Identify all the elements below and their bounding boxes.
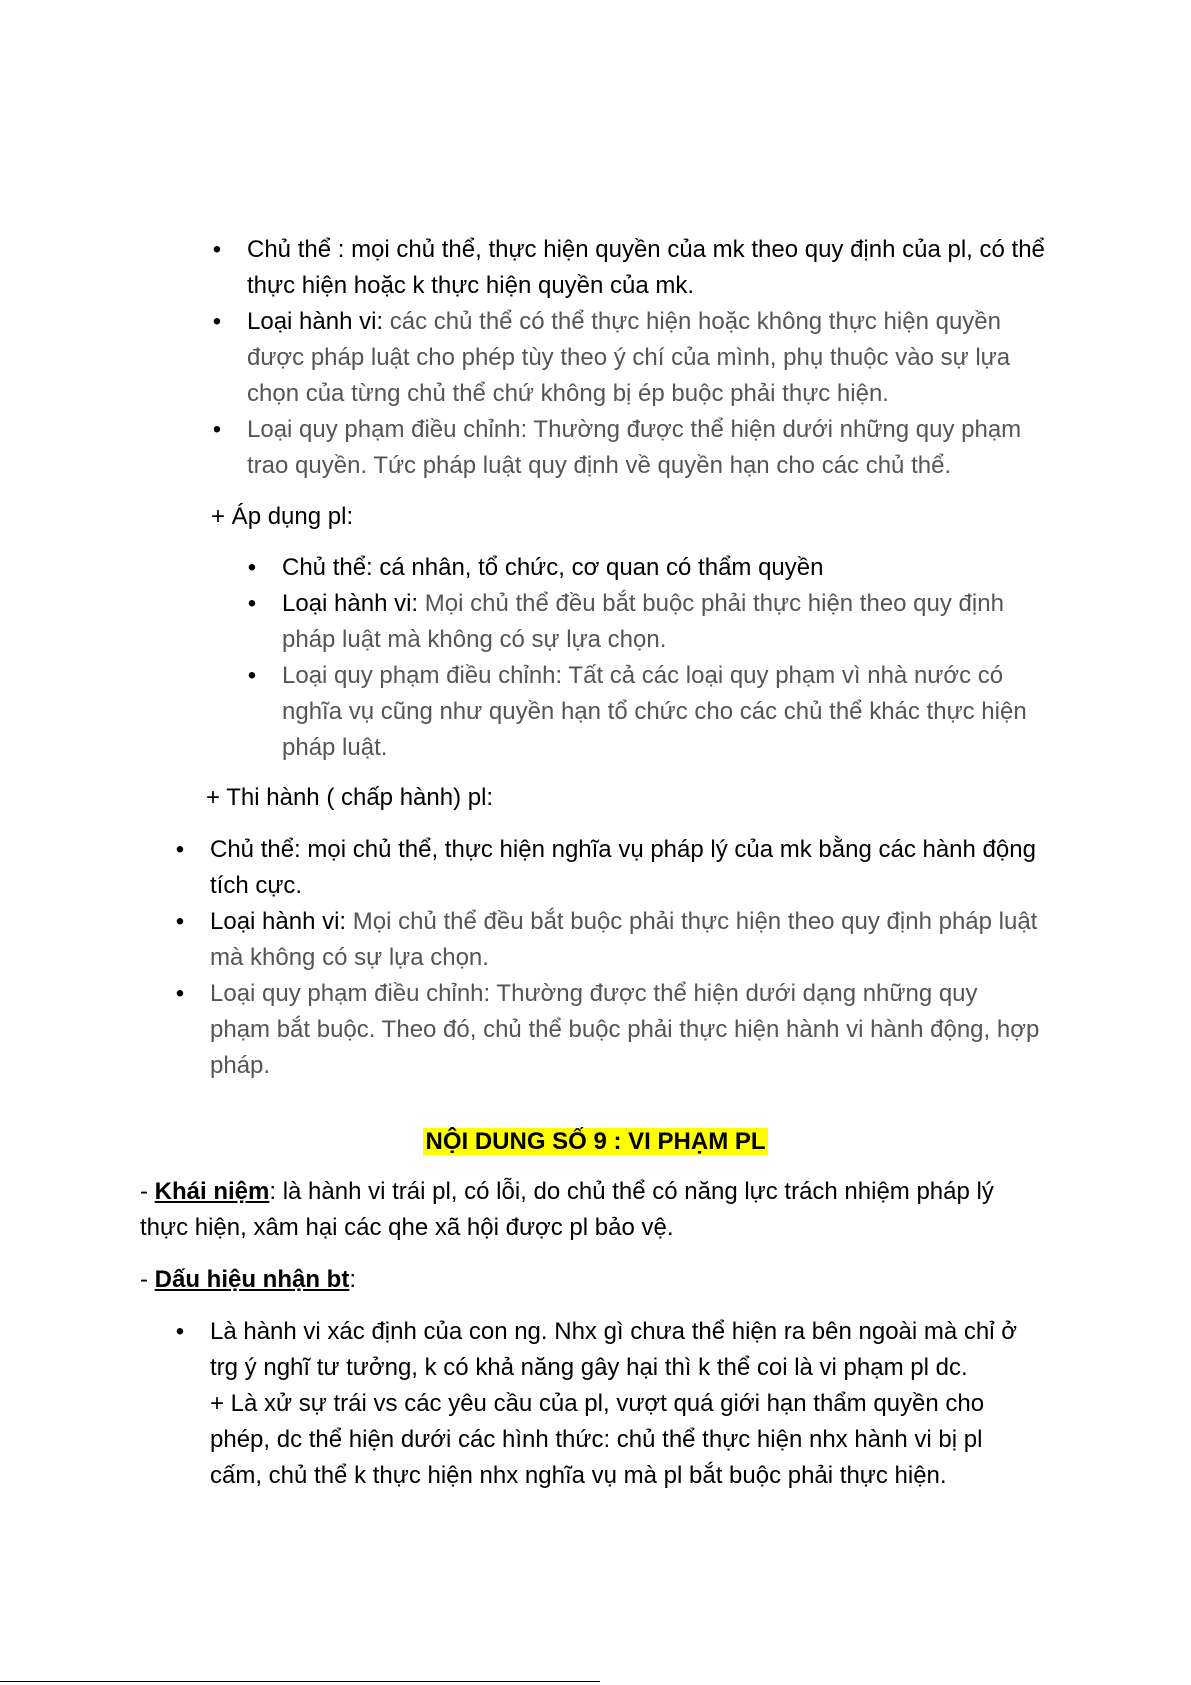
- list-item: [175, 832, 1040, 904]
- item-text: các chủ thể có thể thực hiện hoặc không thực hiện quyền được pháp luật cho phép tùy theo ý chí của mình, phụ thuộc vào sự lựa chọn của từng chủ thể chứ không bị ép buộc phải thực hiện.: [247, 308, 1011, 407]
- signs-list: [175, 1314, 1040, 1494]
- item-text: Loại quy phạm điều chỉnh: Tất cả các loại quy phạm vì nhà nước có nghĩa vụ cũng như quyền hạn tổ chức cho các chủ thể khác thực hiện pháp luật.: [282, 662, 1027, 761]
- signs-heading: [140, 1262, 1040, 1298]
- footer-rule: [0, 1681, 600, 1682]
- bullet-icon: •: [175, 836, 185, 863]
- section-title-text: NỘI DUNG SỐ 9 : VI PHẠM PL: [425, 1128, 766, 1155]
- item-label: Chủ thể : mọi chủ thể, thực hiện quyền của mk theo quy định của pl, có thể thực hiện hoặc k thực hiện quyền của mk.: [247, 236, 1045, 299]
- apply-list: [247, 550, 1062, 766]
- list-item: [175, 976, 1040, 1084]
- item-text: Loại quy phạm điều chỉnh: Thường được thể hiện dưới những quy phạm trao quyền. Tức pháp luật quy định về quyền hạn cho các chủ thể.: [247, 416, 1022, 479]
- dash-prefix: -: [140, 1178, 155, 1205]
- bullet-icon: •: [247, 662, 257, 689]
- list-item: [247, 586, 1062, 658]
- bullet-icon: •: [247, 554, 257, 581]
- list-item: [212, 304, 1047, 412]
- section-title: [0, 1124, 1191, 1160]
- list-item: [212, 232, 1047, 304]
- item-label: Loại hành vi:: [282, 590, 425, 617]
- item-text: Mọi chủ thể đều bắt buộc phải thực hiện theo quy định pháp luật mà không có sự lựa chọn.: [210, 908, 1038, 971]
- list-item: [175, 1314, 1040, 1494]
- apply-heading: + Áp dụng pl:: [211, 503, 354, 530]
- item-text: Mọi chủ thể đều bắt buộc phải thực hiện theo quy định pháp luật mà không có sự lựa chọn.: [282, 590, 1004, 653]
- item-label: Chủ thể: mọi chủ thể, thực hiện nghĩa vụ pháp lý của mk bằng các hành động tích cực.: [210, 836, 1036, 899]
- bullet-icon: •: [212, 236, 222, 263]
- list-item: [247, 658, 1062, 766]
- bullet-icon: •: [247, 590, 257, 617]
- item-continuation: + Là xử sự trái vs các yêu cầu của pl, vượt quá giới hạn thẩm quyền cho phép, dc thể hiện dưới các hình thức: chủ thể thực hiện nhx hành vi bị pl cấm, chủ thể k thực hiện nhx nghĩa vụ mà pl bắt buộc phải thực hiện.: [210, 1390, 985, 1489]
- concept-term: Khái niệm: [154, 1178, 270, 1205]
- execute-list: [175, 832, 1040, 1084]
- execute-heading: + Thi hành ( chấp hành) pl:: [206, 784, 494, 811]
- concept-text: : là hành vi trái pl, có lỗi, do chủ thể có năng lực trách nhiệm pháp lý thực hiện, xâm hại các qhe xã hội được pl bảo vệ.: [140, 1178, 994, 1241]
- concept-paragraph: [140, 1174, 1040, 1246]
- bullet-icon: •: [175, 1318, 185, 1345]
- list-item: [247, 550, 1062, 586]
- bullet-icon: •: [175, 980, 185, 1007]
- item-label: Chủ thể: cá nhân, tổ chức, cơ quan có thẩm quyền: [282, 554, 824, 581]
- item-text: Loại quy phạm điều chỉnh: Thường được thể hiện dưới dạng những quy phạm bắt buộc. Theo đó, chủ thể buộc phải thực hiện hành vi hành động, hợp pháp.: [210, 980, 1040, 1079]
- bullet-icon: •: [175, 908, 185, 935]
- signs-term: Dấu hiệu nhận bt: [154, 1266, 350, 1293]
- item-label: Loại hành vi:: [247, 308, 390, 335]
- list-item: [175, 904, 1040, 976]
- bullet-icon: •: [212, 416, 222, 443]
- bullet-icon: •: [212, 308, 222, 335]
- dash-prefix: -: [140, 1266, 155, 1293]
- list-item: [212, 412, 1047, 484]
- signs-suffix: :: [349, 1266, 357, 1293]
- rights-exercise-list: [212, 232, 1047, 484]
- item-text: Là hành vi xác định của con ng. Nhx gì chưa thể hiện ra bên ngoài mà chỉ ở trg ý nghĩ tư tưởng, k có khả năng gây hại thì k thể coi là vi phạm pl dc.: [210, 1318, 1017, 1381]
- item-label: Loại hành vi:: [210, 908, 353, 935]
